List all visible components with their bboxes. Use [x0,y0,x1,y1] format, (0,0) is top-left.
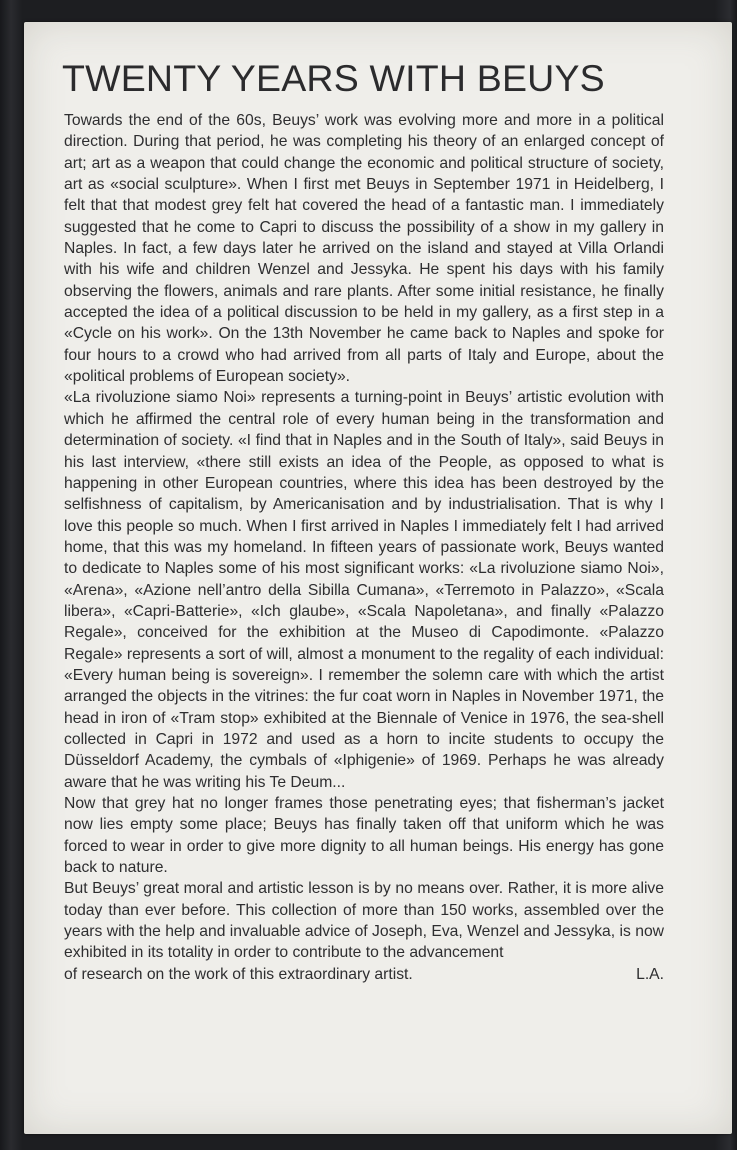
paragraph-2: «La rivoluzione siamo Noi» represents a turning-point in Beuys’ artistic evolution with which he affirmed the central role of every human being in the transformation and determination of society. «I find that in Naples and in the South of Italy», said Beuys in his last interview, «there still exists an idea of the People, as opposed to what is happening in other European countries, where this idea has been destroyed by the selfishness of capitalism, by Americanisation and by industrialisation. That is why I love this people so much. When I first arrived in Naples I immediately felt I had arrived home, that this was my homeland. In fifteen years of passionate work, Beuys wanted to dedicate to Naples some of his most significant works: «La rivoluzione siamo Noi», «Arena», «Azione nell’antro della Sibilla Cumana», «Terremoto in Palazzo», «Scala libera», «Capri-Batterie», «Ich glaube», «Scala Napoletana», and finally «Palazzo Regale», conceived for the exhibition at the Museo di Capodimonte. «Palazzo Regale» represents a sort of will, almost a monument to the regality of each individual: «Every human being is sovereign». I remember the solemn care with which the artist arranged the objects in the vitrines: the fur coat worn in Naples in November 1971, the head in iron of «Tram stop» exhibited at the Biennale of Venice in 1976, the sea-shell collected in Capri in 1972 and used as a horn to incite students to occupy the Düsseldorf Academy, the cymbals of «Iphigenie» of 1969. Perhaps he was already aware that he was writing his Te Deum... [64,389,664,791]
author-signature: L.A. [636,965,664,983]
document-title: TWENTY YEARS WITH BEUYS [62,57,605,99]
closing-line [64,964,664,985]
paragraph-1: Towards the end of the 60s, Beuys’ work was evolving more and more in a political direction. During that period, he was completing his theory of an enlarged concept of art; art as a weapon that could change the economic and political structure of society, art as «social sculpture». When I first met Beuys in September 1971 in Heidelberg, I felt that that modest grey felt hat covered the head of a fantastic man. I immediately suggested that he come to Capri to discuss the possibility of a show in my gallery in Naples. In fact, a few days later he arrived on the island and stayed at Villa Orlandi with his wife and children Wenzel and Jessyka. He spent his days with his family observing the flowers, animals and rare plants. After some initial resistance, he finally accepted the idea of a political discussion to be held in my gallery, as a first step in a «Cycle on his work». On the 13th November he came back to Naples and spoke for four hours to a crowd who had arrived from all parts of Italy and Europe, about the «political problems of European society». [64,112,664,386]
paragraph-4: But Beuys’ great moral and artistic lesson is by no means over. Rather, it is more alive today than ever before. This collection of more than 150 works, assembled over the years with the help and invaluable advice of Joseph, Eva, Wenzel and Jessyka, is now exhibited in its totality in order to contribute to the advancement [64,880,664,962]
document-body [64,110,664,985]
closing-last-line: of research on the work of this extraordinary artist. [64,965,413,983]
paragraph-3: Now that grey hat no longer frames those penetrating eyes; that fisherman’s jacket now lies empty some place; Beuys has finally taken off that uniform which he was forced to wear in order to give more dignity to all human beings. His energy has gone back to nature. [64,795,664,877]
